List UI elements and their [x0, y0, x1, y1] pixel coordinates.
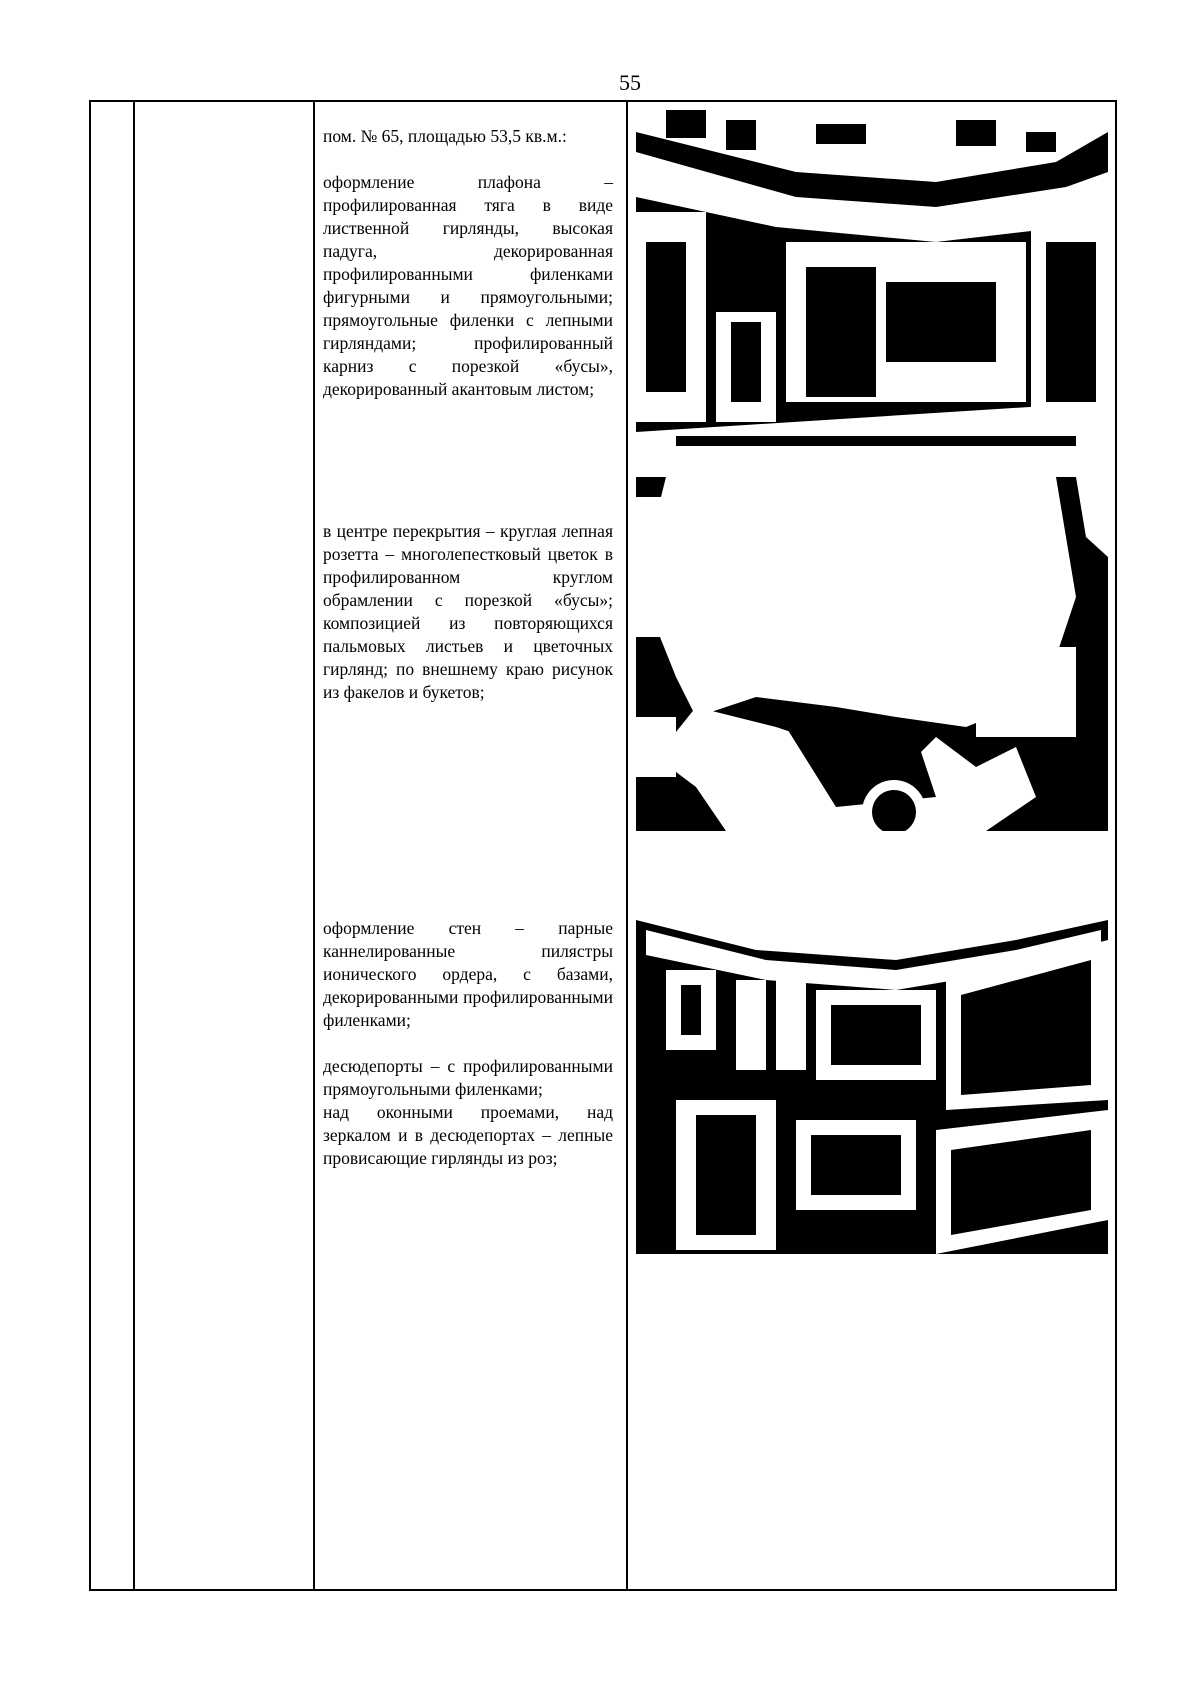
description-paragraph: в центре перекрытия – круглая лепная розетта – многолепестковый цветок в профилированном круглом обрамлении с порезкой «бусы»; композицией из повторяющихся пальмовых листьев и цветочных гирлянд; по внешнему краю рисунок из факелов и букетов;: [323, 521, 613, 702]
description-paragraph: оформление стен – парные каннелированные пилястры ионического ордера, с базами, декорированными профилированными филенками;: [323, 918, 613, 1030]
description-walls: [323, 917, 613, 1170]
column-divider-1: [133, 102, 135, 1589]
description-paragraph: над оконными проемами, над зеркалом и в десюдепортах – лепные провисающие гирлянды из роз;: [323, 1102, 613, 1168]
description-paragraph: десюдепорты – с профилированными прямоугольными филенками;: [323, 1056, 613, 1099]
room-heading: пом. № 65, площадью 53,5 кв.м.:: [323, 126, 567, 146]
description-rosette: [323, 520, 613, 704]
description-paragraph: оформление плафона – профилированная тяга в виде лиственной гирлянды, высокая падуга, декорированная профилированными филенками фигурными и прямоугольными; прямоугольные филенки с лепными гирляндами; профилированный карниз с порезкой «бусы», декорированный акантовым листом;: [323, 172, 613, 399]
column-divider-2: [313, 102, 315, 1589]
description-ceiling: [323, 125, 613, 401]
page-number: 55: [619, 70, 641, 95]
photo-room-interior: [636, 102, 1108, 456]
column-divider-3: [626, 102, 628, 1589]
photo-ceiling-rosette: [636, 477, 1108, 831]
photo-wall-pilasters: [636, 900, 1108, 1254]
